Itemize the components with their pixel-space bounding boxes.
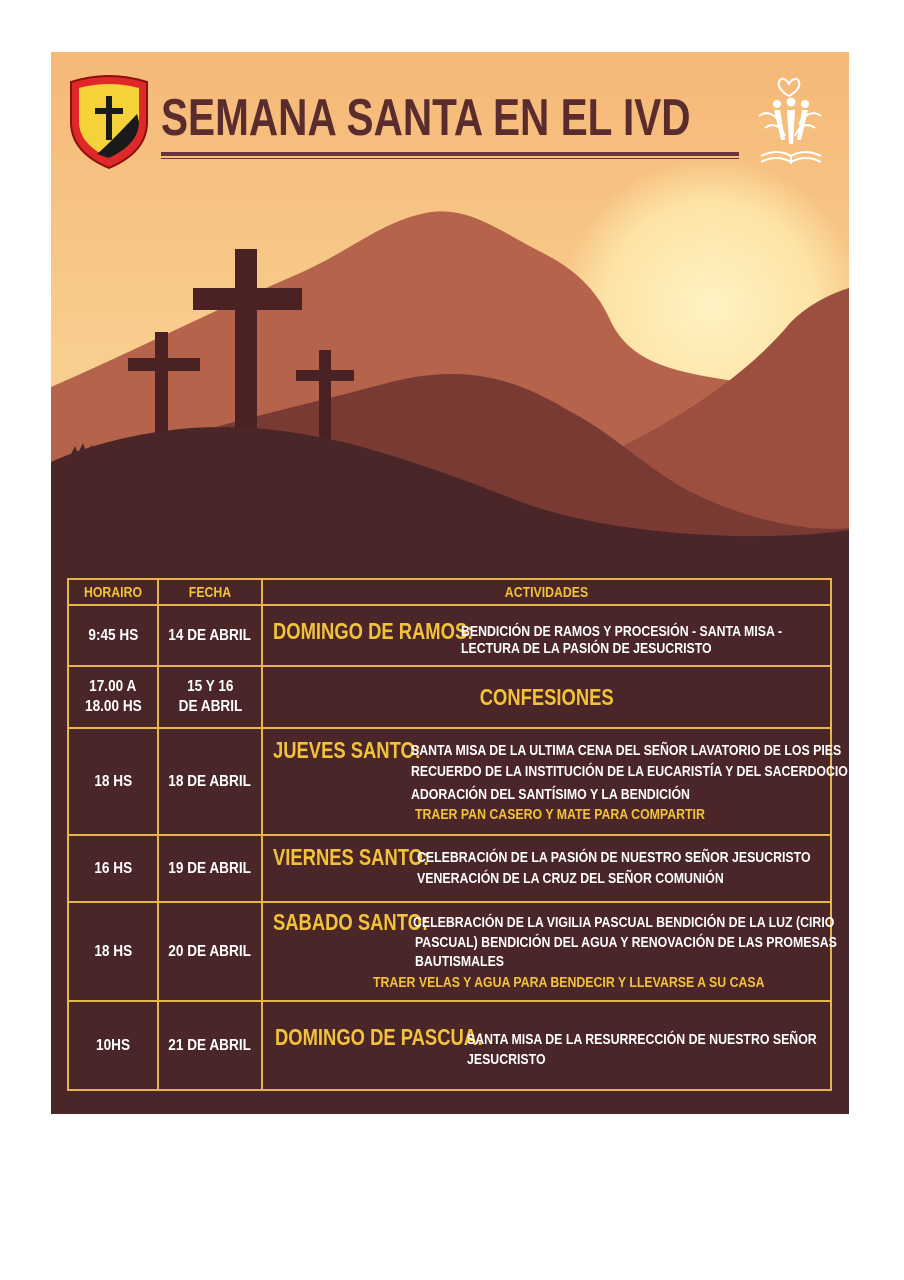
time-text: 16 HS	[94, 859, 132, 877]
activity-line: ADORACIÓN DEL SANTÍSIMO Y LA BENDICIÓN	[411, 787, 690, 803]
table-row-activity	[263, 903, 837, 1000]
table-row-time	[69, 667, 157, 727]
date-text: 20 DE ABRIL	[168, 942, 252, 960]
day-title: SABADO SANTO:	[273, 909, 429, 935]
activity-line: LECTURA DE LA PASIÓN DE JESUCRISTO	[461, 641, 712, 657]
activity-line: BENDICIÓN DE RAMOS Y PROCESIÓN - SANTA MISA -	[461, 624, 782, 640]
table-row-date	[159, 1002, 261, 1089]
day-title: JUEVES SANTO:	[273, 737, 421, 763]
time-text: 10HS	[95, 1036, 131, 1054]
table-row-time	[69, 903, 157, 1000]
day-title: VIERNES SANTO:	[273, 844, 430, 870]
table-row-time	[69, 729, 157, 834]
date-text: 14 DE ABRIL	[168, 626, 252, 644]
table-row-date	[159, 606, 261, 665]
day-title: DOMINGO DE RAMOS:	[273, 618, 474, 644]
time-text: 9:45 HS	[88, 626, 138, 644]
date-text: 18 DE ABRIL	[168, 772, 252, 790]
activity-line: BAUTISMALES	[415, 954, 505, 970]
page-title: SEMANA SANTA EN EL IVD	[161, 89, 691, 147]
confesiones-title: CONFESIONES	[479, 683, 614, 710]
table-row-activity	[263, 1002, 830, 1089]
school-crest-icon	[67, 74, 151, 170]
date-text: 21 DE ABRIL	[168, 1036, 252, 1054]
heart-figures-book-icon	[751, 70, 835, 170]
activity-line: PASCUAL) BENDICIÓN DEL AGUA Y RENOVACIÓN DE LAS PROMESAS	[415, 935, 837, 951]
time-text: 18.00 HS	[84, 698, 142, 715]
time-text: 17.00 A	[89, 678, 137, 695]
title-underline	[161, 152, 739, 156]
activity-line: SANTA MISA DE LA RESURRECCIÓN DE NUESTRO SEÑOR	[467, 1032, 817, 1048]
table-row-activity	[263, 667, 830, 727]
header-horario: HORAIRO	[83, 583, 143, 601]
activity-note: TRAER PAN CASERO Y MATE PARA COMPARTIR	[415, 807, 705, 823]
poster	[51, 52, 849, 1114]
time-text: 18 HS	[94, 772, 132, 790]
table-row-date	[159, 667, 261, 727]
activity-note: TRAER VELAS Y AGUA PARA BENDECIR Y LLEVARSE A SU CASA	[373, 975, 765, 991]
table-row-activity	[263, 836, 830, 901]
activity-line: CELEBRACIÓN DE LA VIGILIA PASCUAL BENDICIÓN DE LA LUZ (CIRIO	[413, 915, 835, 931]
header-actividades: ACTIVIDADES	[504, 583, 589, 601]
time-text: 18 HS	[94, 942, 132, 960]
schedule-table	[67, 578, 848, 1091]
title-underline-thin	[161, 158, 739, 159]
date-text: DE ABRIL	[178, 698, 242, 715]
date-text: 19 DE ABRIL	[168, 859, 252, 877]
table-row-activity	[263, 606, 830, 665]
activity-line: SANTA MISA DE LA ULTIMA CENA DEL SEÑOR LAVATORIO DE LOS PIES	[411, 743, 842, 759]
activity-line: VENERACIÓN DE LA CRUZ DEL SEÑOR COMUNIÓN	[417, 871, 724, 887]
table-row-date	[159, 729, 261, 834]
day-title: DOMINGO DE PASCUA:	[275, 1024, 484, 1050]
table-row-date	[159, 836, 261, 901]
table-row-activity	[263, 729, 848, 834]
table-row-time	[69, 606, 157, 665]
table-row-time	[69, 1002, 157, 1089]
table-row-time	[69, 836, 157, 901]
activity-line: JESUCRISTO	[467, 1052, 546, 1068]
activity-line: RECUERDO DE LA INSTITUCIÓN DE LA EUCARISTÍA Y DEL SACERDOCIO	[411, 764, 848, 780]
header-fecha: FECHA	[188, 583, 232, 601]
table-row-date	[159, 903, 261, 1000]
date-text: 15 Y 16	[186, 678, 234, 695]
activity-line: CELEBRACIÓN DE LA PASIÓN DE NUESTRO SEÑOR JESUCRISTO	[417, 850, 811, 866]
